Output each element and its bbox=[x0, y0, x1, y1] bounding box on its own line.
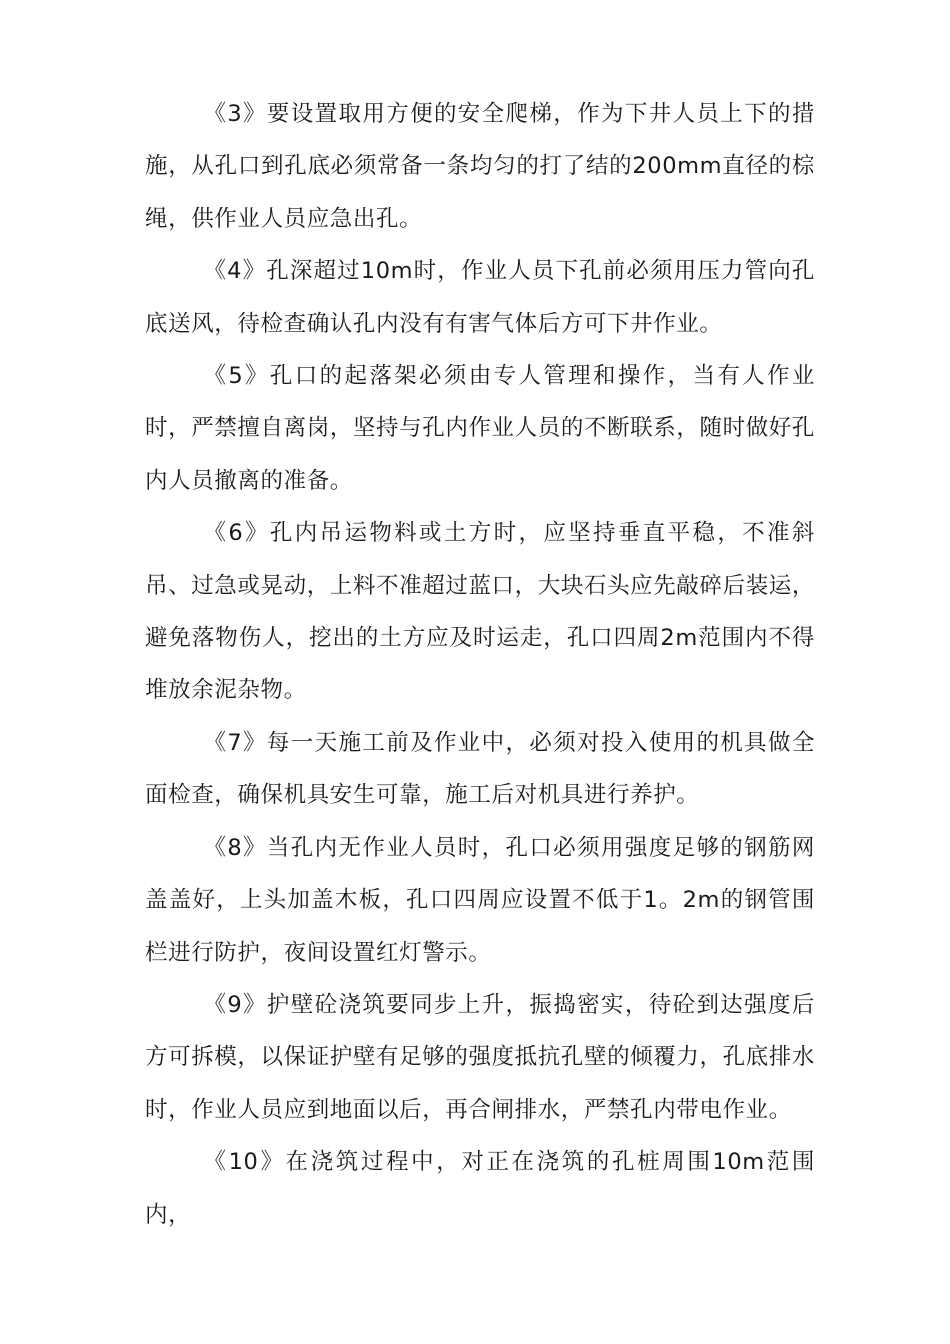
paragraph-item-6: 《6》孔内吊运物料或土方时，应坚持垂直平稳，不准斜吊、过急或晃动，上料不准超过蓝口，大块石头应先敲碎后装运，避免落物伤人，挖出的土方应及时运走，孔口四周2m范围内不得堆放余泥杂物。 bbox=[145, 520, 815, 704]
paragraph-item-8: 《8》当孔内无作业人员时，孔口必须用强度足够的钢筋网盖盖好，上头加盖木板，孔口四周应设置不低于1。2m的钢管围栏进行防护，夜间设置红灯警示。 bbox=[145, 834, 815, 966]
paragraph-item-7: 《7》每一天施工前及作业中，必须对投入使用的机具做全面检查，确保机具安生可靠，施工后对机具进行养护。 bbox=[145, 729, 815, 809]
paragraph-item-9: 《9》护壁砼浇筑要同步上升，振捣密实，待砼到达强度后方可拆模，以保证护壁有足够的强度抵抗孔壁的倾覆力，孔底排水时，作业人员应到地面以后，再合闸排水，严禁孔内带电作业。 bbox=[145, 991, 815, 1123]
paragraph-item-5: 《5》孔口的起落架必须由专人管理和操作，当有人作业时，严禁擅自离岗，坚持与孔内作业人员的不断联系，随时做好孔内人员撤离的准备。 bbox=[145, 363, 815, 494]
paragraph-item-4: 《4》孔深超过10m时，作业人员下孔前必须用压力管向孔底送风，待检查确认孔内没有有害气体后方可下井作业。 bbox=[145, 258, 815, 337]
document-body bbox=[145, 88, 815, 1241]
paragraph-item-3: 《3》要设置取用方便的安全爬梯，作为下井人员上下的措施，从孔口到孔底必须常备一条均匀的打了结的200mm直径的棕绳，供作业人员应急出孔。 bbox=[145, 101, 815, 232]
paragraph-item-10: 《10》在浇筑过程中，对正在浇筑的孔桩周围10m范围内， bbox=[145, 1149, 815, 1228]
